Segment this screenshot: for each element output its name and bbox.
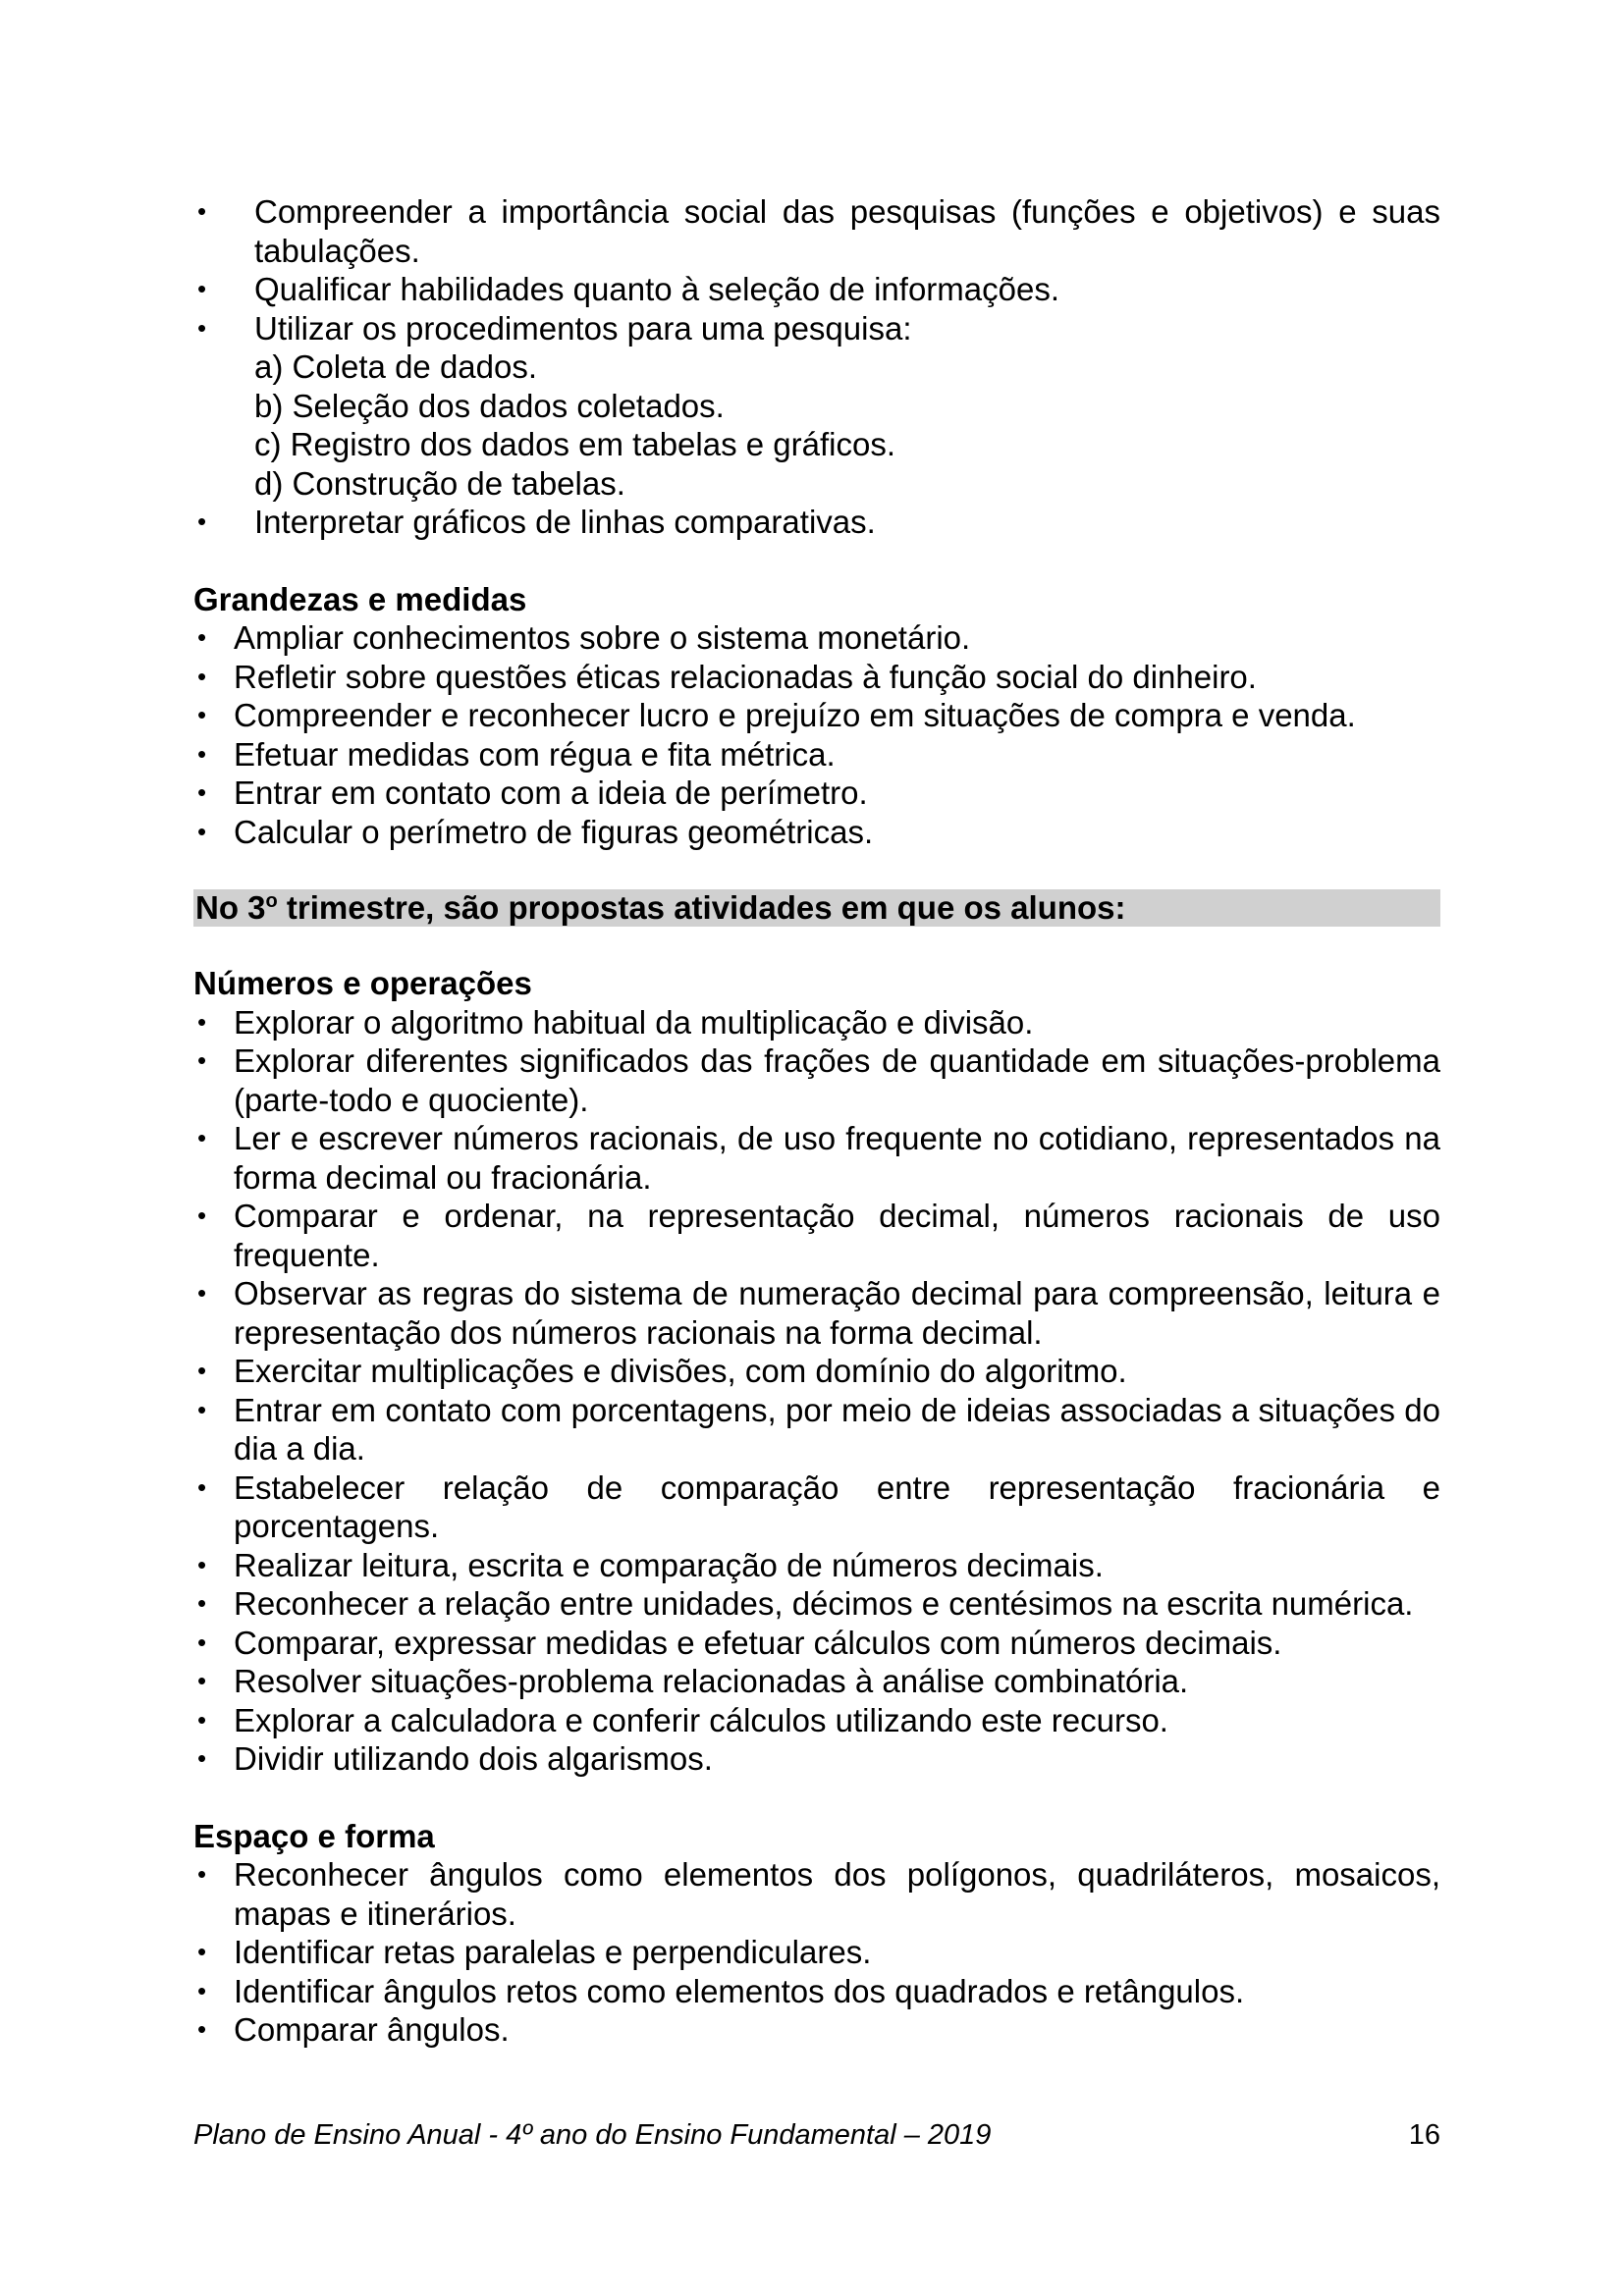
bullet-icon: • [197,1859,207,1889]
banner-ordinal: o [265,890,278,912]
list-item-text: Refletir sobre questões éticas relacionadas à função social do dinheiro. [234,658,1257,695]
bullet-icon: • [197,1201,207,1230]
section-heading-numeros: Números e operações [193,965,532,1001]
bullet-icon: • [197,1704,207,1735]
list-item-text: Ampliar conhecimentos sobre o sistema monetário. [234,619,971,656]
sub-item: a) Coleta de dados. [254,348,538,385]
espaco-list [193,1855,1440,2050]
list-item-text: Reconhecer ângulos como elementos dos polígonos, quadriláteros, mosaicos, mapas e itinerários. [234,1856,1440,1932]
bullet-icon: • [197,622,207,652]
list-item-text: Compreender a importância social das pesquisas (funções e objetivos) e suas tabulações. [254,193,1440,269]
list-item [193,1041,1440,1119]
sub-item: d) Construção de tabelas. [254,464,625,502]
bullet-icon: • [197,816,207,846]
list-item-text: Compreender e reconhecer lucro e prejuízo em situações de compra e venda. [234,697,1356,733]
list-item [193,1855,1440,1933]
list-item [193,503,1440,542]
list-item [193,309,1440,504]
bullet-icon: • [197,1394,207,1424]
page-content [193,192,1440,2050]
bullet-icon: • [197,312,207,343]
list-item-text: Qualificar habilidades quanto à seleção de informações. [254,271,1060,307]
bullet-icon: • [197,196,207,226]
list-item [193,1391,1440,1468]
bullet-icon: • [197,507,207,536]
list-item [193,1624,1440,1663]
list-item [193,658,1440,697]
section-heading-grandezas: Grandezas e medidas [193,580,527,617]
list-item-text: Identificar retas paralelas e perpendiculares. [234,1934,872,1970]
list-item [193,1972,1440,2011]
list-item [193,1933,1440,1972]
list-item-text: Comparar, expressar medidas e efetuar cálculos com números decimais. [234,1624,1282,1661]
bullet-icon: • [197,1278,207,1308]
bullet-icon: • [197,661,207,691]
bullet-icon: • [197,1588,207,1618]
list-item [193,1352,1440,1391]
banner-prefix: No 3 [195,889,266,926]
list-item [193,1197,1440,1274]
banner-suffix: trimestre, são propostas atividades em que os alunos: [277,889,1126,926]
list-item [193,618,1440,658]
bullet-icon: • [197,1045,207,1075]
list-item [193,1119,1440,1197]
bullet-icon: • [197,2014,207,2044]
list-item-text: Explorar diferentes significados das frações de quantidade em situações-problema (parte-todo e quociente). [234,1042,1440,1118]
list-item [193,1739,1440,1779]
list-item-text: Ler e escrever números racionais, de uso frequente no cotidiano, representados na forma decimal ou fracionária. [234,1120,1440,1196]
list-item-text: Dividir utilizando dois algarismos. [234,1740,713,1777]
list-item-text: Comparar ângulos. [234,2011,510,2048]
list-item-text: Entrar em contato com porcentagens, por meio de ideias associadas a situações do dia a dia. [234,1391,1440,1467]
bullet-icon: • [197,738,207,769]
page-footer [193,2117,1440,2153]
list-item [193,192,1440,270]
list-item-text: Reconhecer a relação entre unidades, décimos e centésimos na escrita numérica. [234,1585,1414,1622]
list-item [193,774,1440,813]
section-heading-espaco: Espaço e forma [193,1817,435,1854]
list-item [193,1701,1440,1740]
sub-item: c) Registro dos dados em tabelas e gráficos. [254,426,895,462]
list-item-text: Efetuar medidas com régua e fita métrica. [234,735,836,773]
grandezas-list [193,618,1440,851]
bullet-icon: • [197,1006,207,1037]
bullet-icon: • [197,1666,207,1695]
footer-title: Plano de Ensino Anual - 4º ano do Ensino Fundamental – 2019 [193,2119,992,2151]
list-item [193,1584,1440,1624]
list-item-text: Utilizar os procedimentos para uma pesquisa: [254,309,912,347]
list-item [193,1274,1440,1352]
list-item-text: Explorar a calculadora e conferir cálculos utilizando este recurso. [234,1701,1168,1738]
list-item-text: Calcular o perímetro de figuras geométricas. [234,813,874,850]
bullet-icon: • [197,1549,207,1579]
list-item-text: Identificar ângulos retos como elementos dos quadrados e retângulos. [234,1972,1245,2009]
list-item [193,735,1440,774]
list-item-text: Exercitar multiplicações e divisões, com domínio do algoritmo. [234,1353,1127,1389]
bullet-icon: • [197,1743,207,1773]
list-item-text: Entrar em contato com a ideia de perímetro. [234,774,868,811]
trimester-banner [193,889,1440,927]
list-item-text: Estabelecer relação de comparação entre representação fracionária e porcentagens. [234,1468,1440,1544]
bullet-icon: • [197,274,207,303]
list-item [193,270,1440,309]
list-item-text: Realizar leitura, escrita e comparação de números decimais. [234,1546,1104,1583]
bullet-icon: • [197,1123,207,1152]
list-item [193,1546,1440,1585]
page-number: 16 [1408,2119,1440,2151]
bullet-icon: • [197,1627,207,1657]
bullet-icon: • [197,1356,207,1385]
bullet-icon: • [197,1937,207,1966]
research-objectives-list [193,192,1440,542]
list-item [193,1468,1440,1546]
list-item [193,696,1440,735]
list-item-text: Comparar e ordenar, na representação decimal, números racionais de uso frequente. [234,1198,1440,1273]
sub-item: b) Seleção dos dados coletados. [254,387,725,424]
list-item-text: Interpretar gráficos de linhas comparativas. [254,504,876,540]
list-item [193,2010,1440,2050]
list-item [193,813,1440,852]
list-item-text: Explorar o algoritmo habitual da multiplicação e divisão. [234,1003,1034,1041]
bullet-icon: • [197,1471,207,1502]
list-item-text: Resolver situações-problema relacionadas à análise combinatória. [234,1663,1189,1699]
list-item-text: Observar as regras do sistema de numeração decimal para compreensão, leitura e representação dos números racionais na forma decimal. [234,1275,1440,1351]
bullet-icon: • [197,1975,207,2005]
list-item [193,1662,1440,1701]
list-item [193,1003,1440,1042]
bullet-icon: • [197,777,207,807]
bullet-icon: • [197,700,207,729]
numeros-list [193,1003,1440,1779]
